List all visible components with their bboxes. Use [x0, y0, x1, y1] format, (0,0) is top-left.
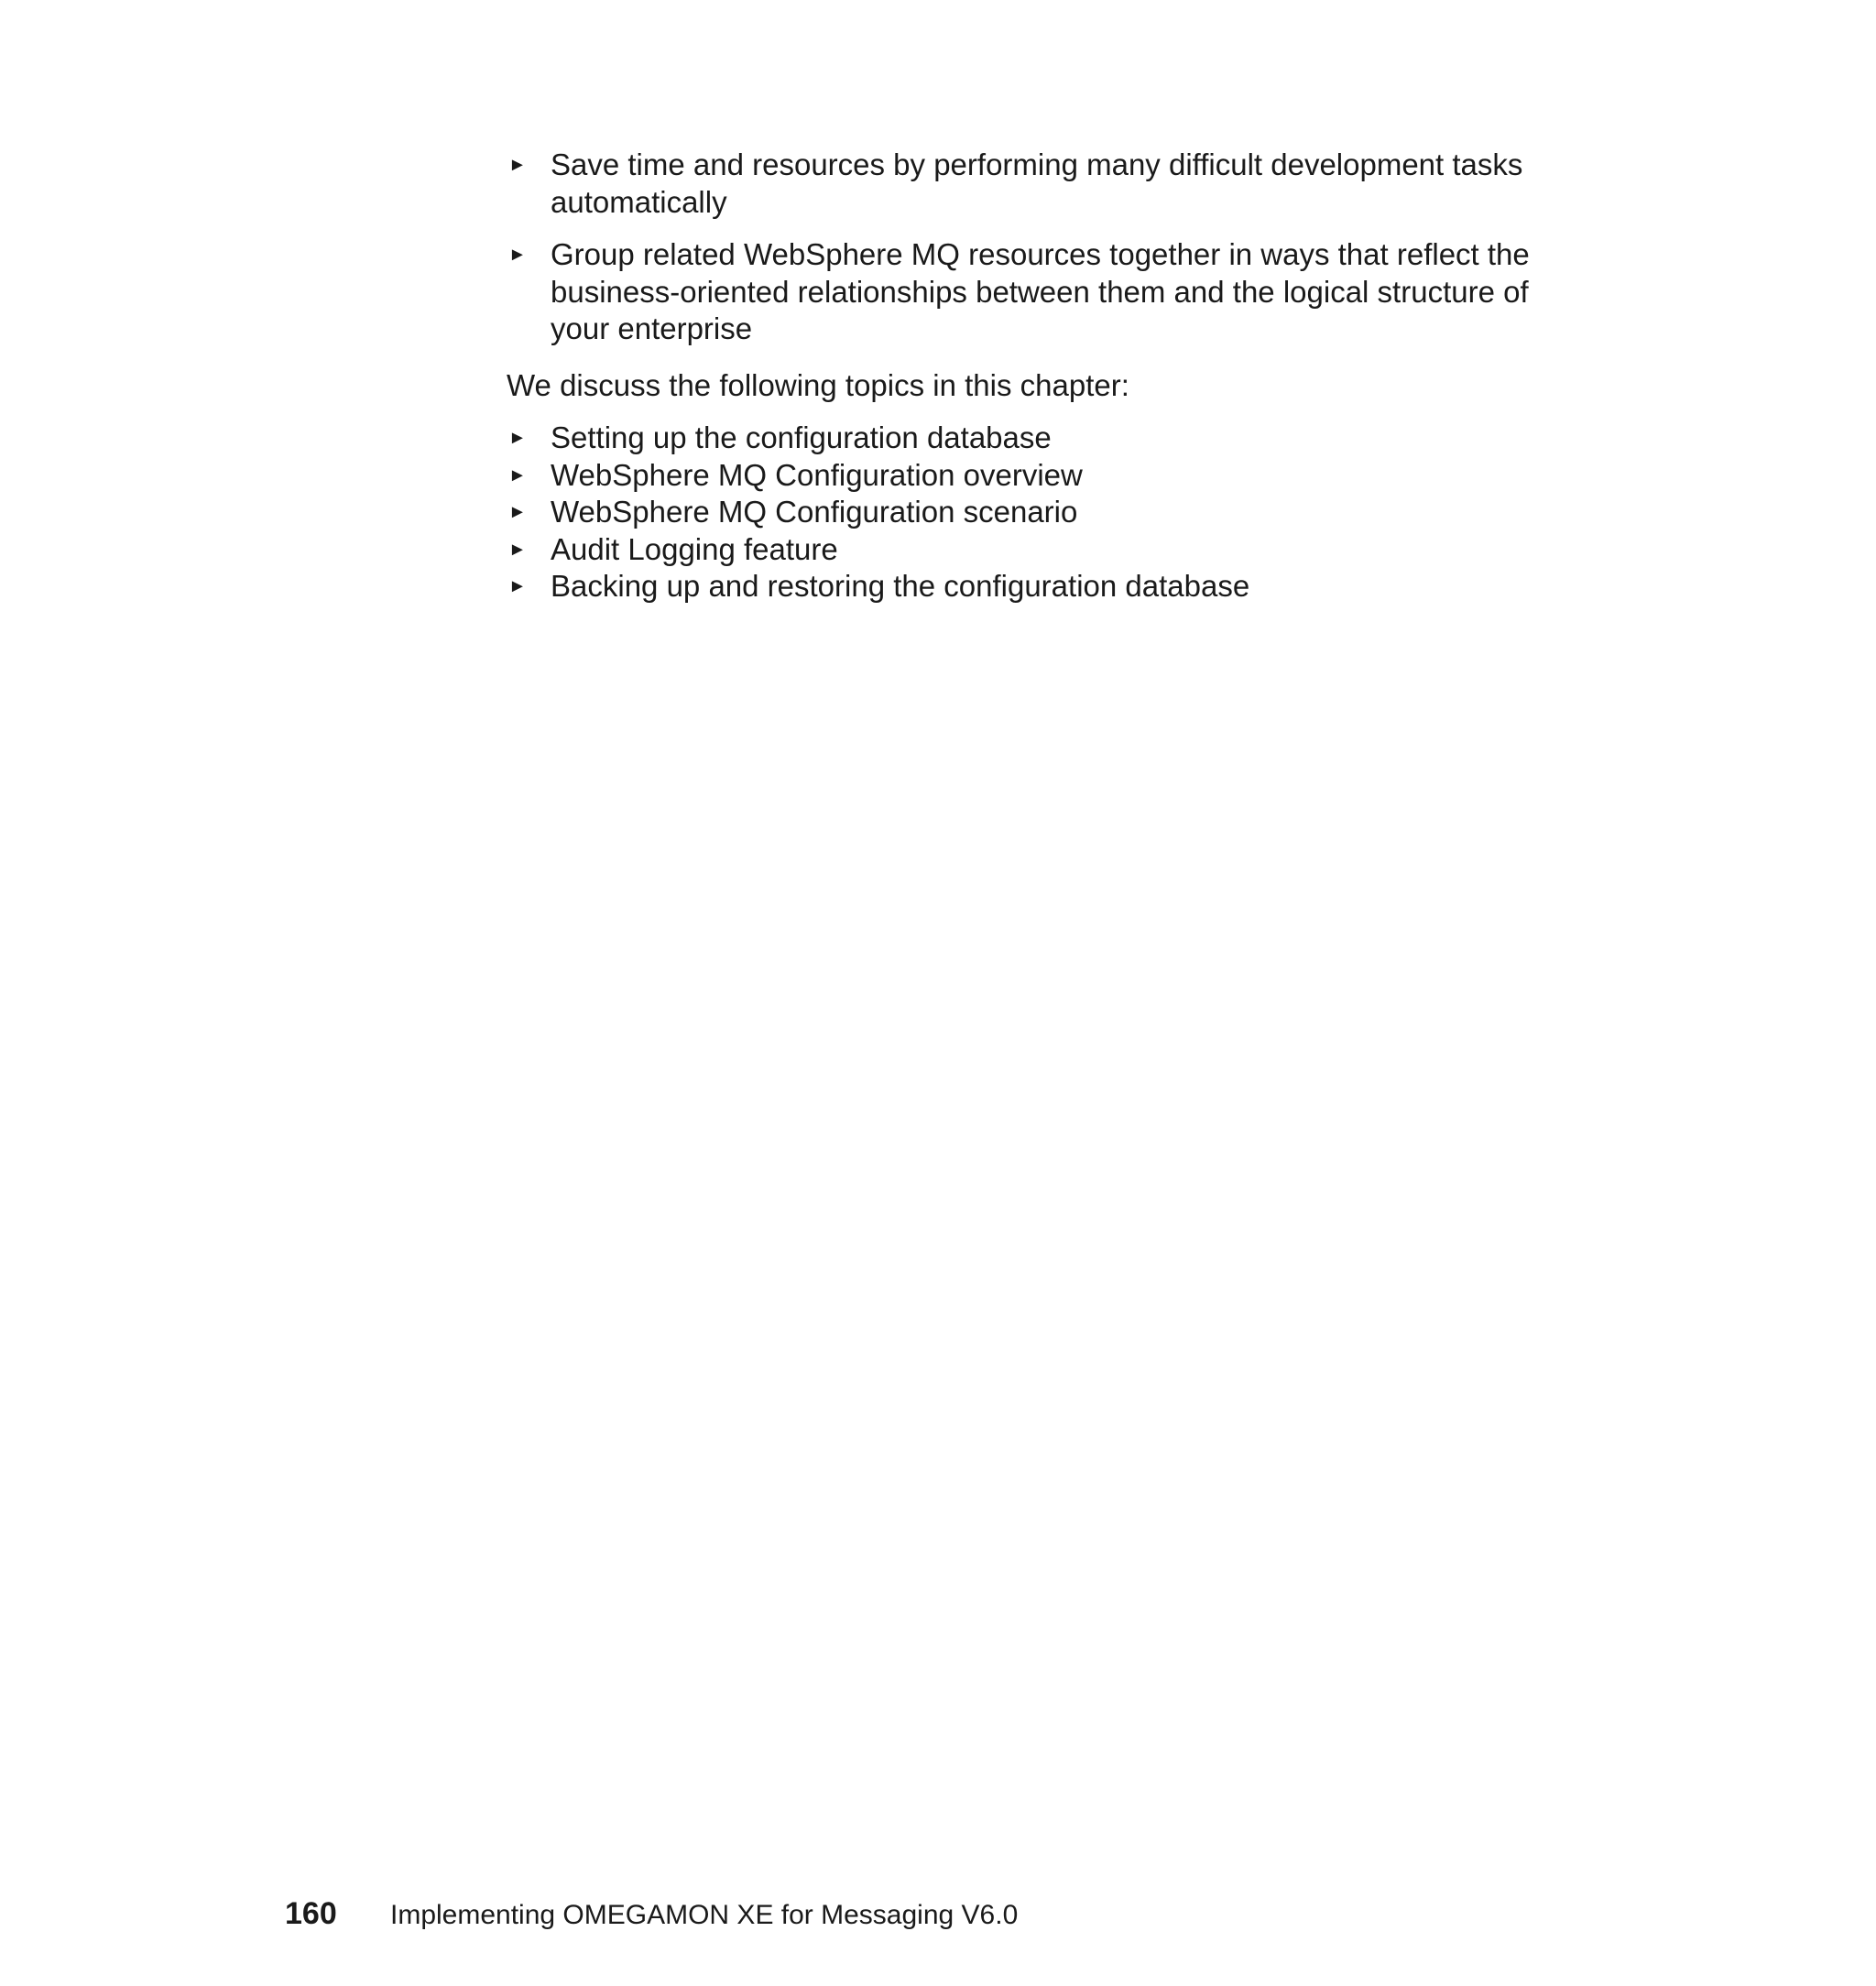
list-item: [507, 147, 1569, 221]
book-title: Implementing OMEGAMON XE for Messaging V6.0: [390, 1900, 1019, 1930]
list-item: [507, 457, 1569, 495]
list-item: [507, 236, 1569, 348]
topic-text: WebSphere MQ Configuration scenario: [551, 495, 1078, 529]
bullet-arrow-icon: ►: [508, 428, 527, 448]
page-body: [507, 147, 1569, 606]
list-item: [507, 420, 1569, 457]
bullet-arrow-icon: ►: [508, 155, 527, 175]
list-item: [507, 494, 1569, 531]
page-number: 160: [285, 1896, 337, 1931]
bullet-text: Save time and resources by performing many difficult development tasks automatically: [551, 147, 1523, 219]
topic-text: Setting up the configuration database: [551, 420, 1052, 454]
topics-list: [507, 420, 1569, 606]
bullet-arrow-icon: ►: [508, 464, 527, 486]
bullet-arrow-icon: ►: [508, 576, 527, 596]
list-item: [507, 531, 1569, 569]
bullet-text: Group related WebSphere MQ resources together in ways that reflect the business-oriented relationships between them and the logical structure of your enterprise: [551, 237, 1530, 345]
topic-text: Audit Logging feature: [551, 531, 838, 566]
bullet-arrow-icon: ►: [508, 539, 527, 560]
page-footer: [285, 1895, 1018, 1934]
topics-intro: We discuss the following topics in this chapter:: [507, 367, 1129, 402]
list-item: [507, 568, 1569, 606]
bullet-arrow-icon: ►: [508, 502, 527, 522]
feature-bullet-list: [507, 147, 1569, 348]
bullet-arrow-icon: ►: [508, 245, 527, 265]
topic-text: WebSphere MQ Configuration overview: [551, 457, 1083, 492]
topic-text: Backing up and restoring the configuration database: [551, 569, 1250, 603]
